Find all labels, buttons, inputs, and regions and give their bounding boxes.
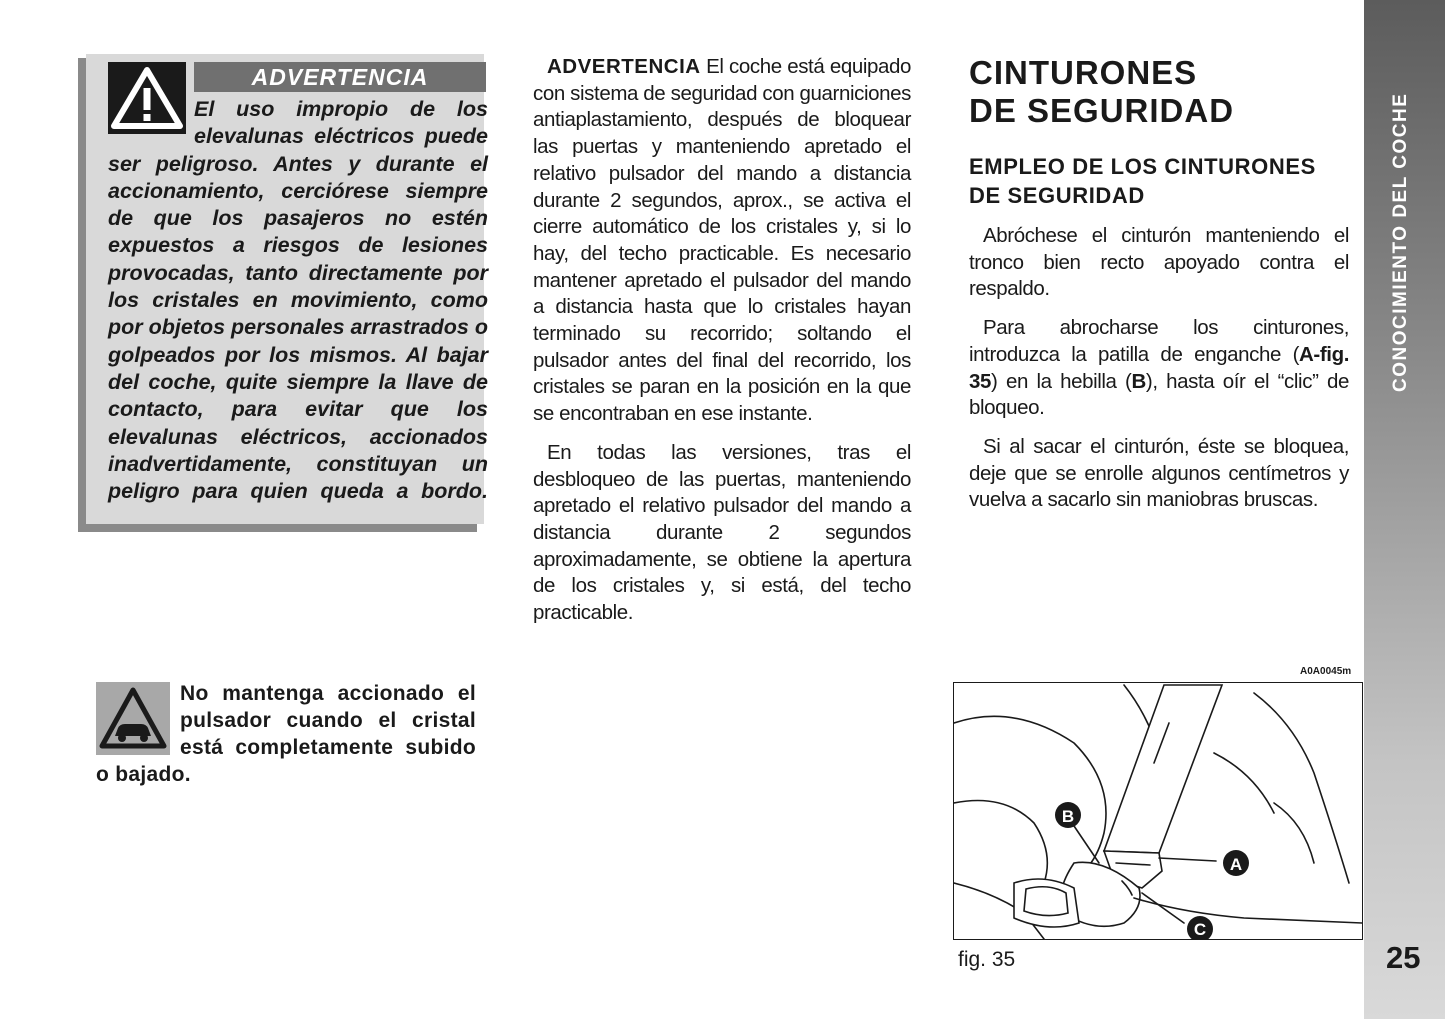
section-heading-line-1: CINTURONES: [969, 54, 1198, 91]
figure-caption: fig. 35: [958, 948, 1016, 971]
section-heading-line-2: DE SEGURIDAD: [969, 92, 1235, 129]
right-paragraph-2: [969, 315, 1349, 422]
callout-a-label: A: [1229, 855, 1243, 874]
right-paragraph-3: Si al sacar el cinturón, éste se bloquea, deje que se enrolle algunos centímetros y vuelva a sacarlo sin maniobras bruscas.: [969, 434, 1349, 512]
subsection-heading-line-1: EMPLEO DE LOS CINTURONES: [969, 154, 1316, 179]
callout-b-label: B: [1061, 807, 1075, 826]
middle-paragraph-2: En todas las versiones, tras el desbloqueo de las puertas, manteniendo apretado el relativo pulsador del mando a distancia durante 2 segundos aproximadamente, se obtiene la apertura de los cristales y, si está, del techo practicable.: [533, 440, 911, 625]
subsection-heading: [969, 152, 1349, 210]
right-paragraph-2-b: ) en la hebilla (: [991, 369, 1132, 393]
middle-paragraph-1: [533, 54, 911, 428]
page-number: 25: [1386, 940, 1421, 975]
advertencia-lead: ADVERTENCIA: [547, 55, 701, 78]
chapter-label: CONOCIMIENTO DEL COCHE: [1390, 92, 1411, 392]
note-text: No mantenga accionado el pulsador cuando el cristal está completamente subido o bajado.: [96, 682, 476, 786]
figure-35: [953, 682, 1363, 940]
car-warning-icon: [96, 682, 170, 755]
warning-text: [108, 96, 488, 505]
warning-text-content: El uso impropio de los elevalunas eléctricos puede ser peligroso. Antes y durante el accionamiento, cerciórese siempre de que los pasajeros no estén expuestos a riesgos de lesiones provocadas, tanto directamente por los cristales en movimiento, como por objetos personales arrastrados o golpeados por los mismos. Al bajar del coche, quite siempre la llave de contacto, para evitar que los elevalunas eléctricos, accionados inadvertidamente, constituyan un peligro para quien queda a bordo.: [108, 97, 488, 504]
right-column: [969, 54, 1349, 526]
middle-column: [533, 54, 911, 639]
section-heading: [969, 54, 1349, 130]
warning-box: [78, 54, 488, 532]
seatbelt-illustration: [954, 683, 1362, 939]
warning-box-panel: [86, 54, 488, 524]
figure-code: A0A0045m: [1300, 666, 1352, 677]
note-block: [96, 680, 476, 788]
right-paragraph-1: Abróchese el cinturón manteniendo el tronco bien recto apoyado contra el respaldo.: [969, 224, 1349, 301]
figure-reference-a: A-fig. 35: [969, 342, 1349, 393]
right-paragraph-2-a: Para abrocharse los cinturones, introduzca la patilla de enganche (: [969, 316, 1349, 366]
warning-title: ADVERTENCIA: [194, 62, 486, 92]
figure-reference-b: B: [1131, 369, 1146, 393]
callout-c-label: C: [1193, 920, 1207, 939]
right-paragraph-2-c: ), hasta oír el “clic” de bloqueo.: [969, 369, 1349, 420]
subsection-heading-line-2: DE SEGURIDAD: [969, 183, 1145, 208]
middle-paragraph-1-text: El coche está equipado con sistema de seguridad con guarniciones antiaplastamiento, después de bloquear las puertas y manteniendo apretado el relativo pulsador del mando a distancia durante 2 segundos, aprox., se activa el cierre automático de los cristales y, si lo hay, del techo practicable. Es necesario mantener apretado el pulsador del mando a distancia hasta que lo cristales hayan terminado su recorrido; soltando el pulsador antes del final del recorrido, los cristales se paran en la posición en la que se encontraban en ese instante.: [533, 55, 912, 426]
